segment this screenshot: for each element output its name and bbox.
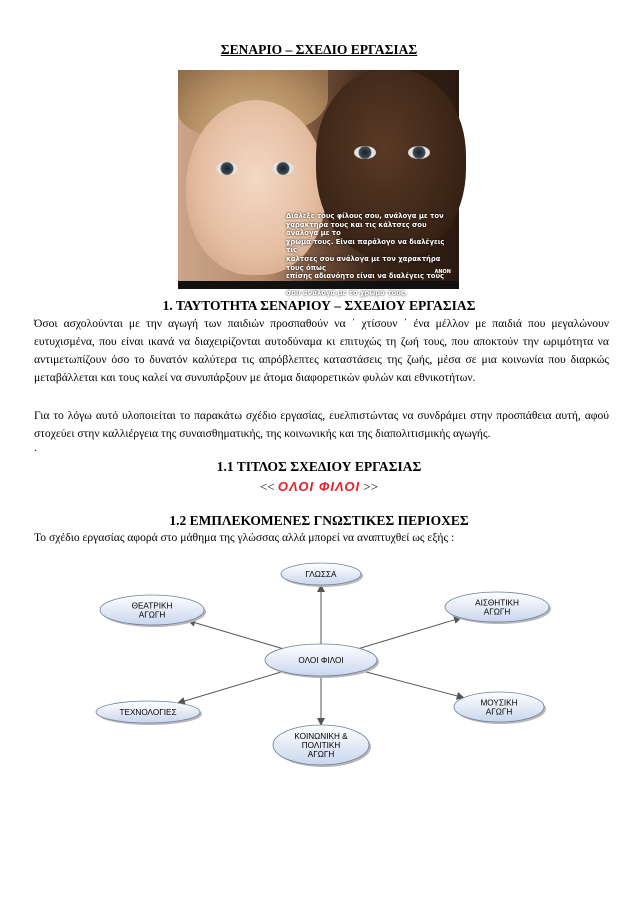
node-aisthitiki-agogi-label: ΑΙΣΘΗΤΙΚΗ <box>475 598 519 608</box>
section1-paragraph1: Όσοι ασχολούνται με την αγωγή των παιδιών προσπαθούν να ΄ χτίσουν ΄ ένα μέλλον με παιδιά που μεγαλώνουν ευτυχισμένα, που είναι ικανά να διαχειρίζονται αυτοδύναμα κι επιτυχώς τη ζωή τους, που αποκτούν την ωριμότητα να αντιμετωπίζουν όσο το δυνατόν καλύτερα τις απρόβλεπτες καταστάσεις της ζωής, μέσα σε μια κοινωνία που διαρκώς μεταβάλλεται και τους καλεί να συνυπάρξουν με άτομα διαφορετικών φυλών και εθνικοτήτων. <box>34 317 609 384</box>
section1-heading: 1. ΤΑΥΤΟΤΗΤΑ ΣΕΝΑΡΙΟΥ – ΣΧΕΔΙΟΥ ΕΡΓΑΣΙΑΣ <box>162 298 476 313</box>
diagram-arrow <box>362 671 464 698</box>
open-quote: << <box>259 479 275 494</box>
caption-line: σου ανάλογα με το χρώμα τους. <box>286 289 408 298</box>
node-koinoniki-politiki-agogi-label: ΑΓΩΓΗ <box>307 750 335 759</box>
section12-heading: 1.2 ΕΜΠΛΕΚΟΜΕΝΕΣ ΓΝΩΣΤΙΚΕΣ ΠΕΡΙΟΧΕΣ <box>169 513 469 528</box>
diagram-nodes <box>96 563 551 767</box>
node-center-oloi-filoi-label: ΟΛΟΙ ΦΙΛΟΙ <box>298 656 344 665</box>
node-center-oloi-filoi <box>265 644 379 678</box>
node-mousiki-agogi-label: ΑΓΩΓΗ <box>485 707 513 717</box>
node-aisthitiki-agogi <box>445 592 551 624</box>
node-aisthitiki-agogi-label: ΑΓΩΓΗ <box>483 607 511 617</box>
node-theatriki-agogi-label: ΘΕΑΤΡΙΚΗ <box>131 601 173 611</box>
close-quote: >> <box>363 479 379 494</box>
caption-line: Διάλεξε τους φίλους σου, ανάλογα με τον <box>286 212 444 220</box>
node-koinoniki-politiki-agogi-label: ΚΟΙΝΩΝΙΚΗ & <box>294 732 348 741</box>
section1-paragraph2: Για το λόγω αυτό υλοποιείται το παρακάτω σχέδιο εργασίας, ευελπιστώντας να συνδράμει στην προσπάθεια αυτή, αφού στοχεύει στην καλλιέργεια της συναισθηματικής, της κοινωνικής και της διαπολιτισμικής αγωγής. <box>34 409 609 440</box>
caption-line: χρώμα τους. Είναι παράλογο να διαλέγεις τις <box>286 237 445 255</box>
photo-signature: ΑΝΟΝ <box>434 269 451 275</box>
section12-intro: Το σχέδιο εργασίας αφορά στο μάθημα της γλώσσας αλλά μπορεί να αναπτυχθεί ως εξής : <box>34 531 455 544</box>
document-title: ΣΕΝΑΡΙΟ – ΣΧΕΔΙΟ ΕΡΓΑΣΙΑΣ <box>220 42 418 57</box>
node-koinoniki-politiki-agogi <box>273 725 371 767</box>
caption-line: κάλτσες σου ανάλογα με τον χαρακτήρα τους όπως <box>286 254 441 272</box>
node-mousiki-agogi <box>454 692 546 724</box>
node-glossa <box>281 563 363 587</box>
node-theatriki-agogi-label: ΑΓΩΓΗ <box>138 610 166 620</box>
caption-line: επίσης αδιανόητο είναι να διαλέγεις τους <box>286 272 445 281</box>
diagram-arrow <box>188 621 282 649</box>
node-glossa-label: ΓΛΩΣΣΑ <box>305 570 337 579</box>
diagram-arrow <box>360 618 461 649</box>
trailing-dot: . <box>34 441 37 454</box>
node-theatriki-agogi <box>100 595 206 627</box>
diagram-arrow <box>178 672 282 703</box>
node-technologies-label: ΤΕΧΝΟΛΟΓΙΕΣ <box>119 708 177 717</box>
node-koinoniki-politiki-agogi-label: ΠΟΛΙΤΙΚΗ <box>301 741 341 750</box>
node-mousiki-agogi-label: ΜΟΥΣΙΚΗ <box>480 698 518 708</box>
node-technologies <box>96 701 202 725</box>
caption-line: χαρακτήρα τους και τις κάλτσες σου ανάλογα με το <box>286 220 427 238</box>
project-title: ΟΛΟΙ ΦΙΛΟΙ <box>277 479 361 494</box>
section11-heading: 1.1 ΤΙΤΛΟΣ ΣΧΕΔΙΟΥ ΕΡΓΑΣΙΑΣ <box>216 459 422 474</box>
